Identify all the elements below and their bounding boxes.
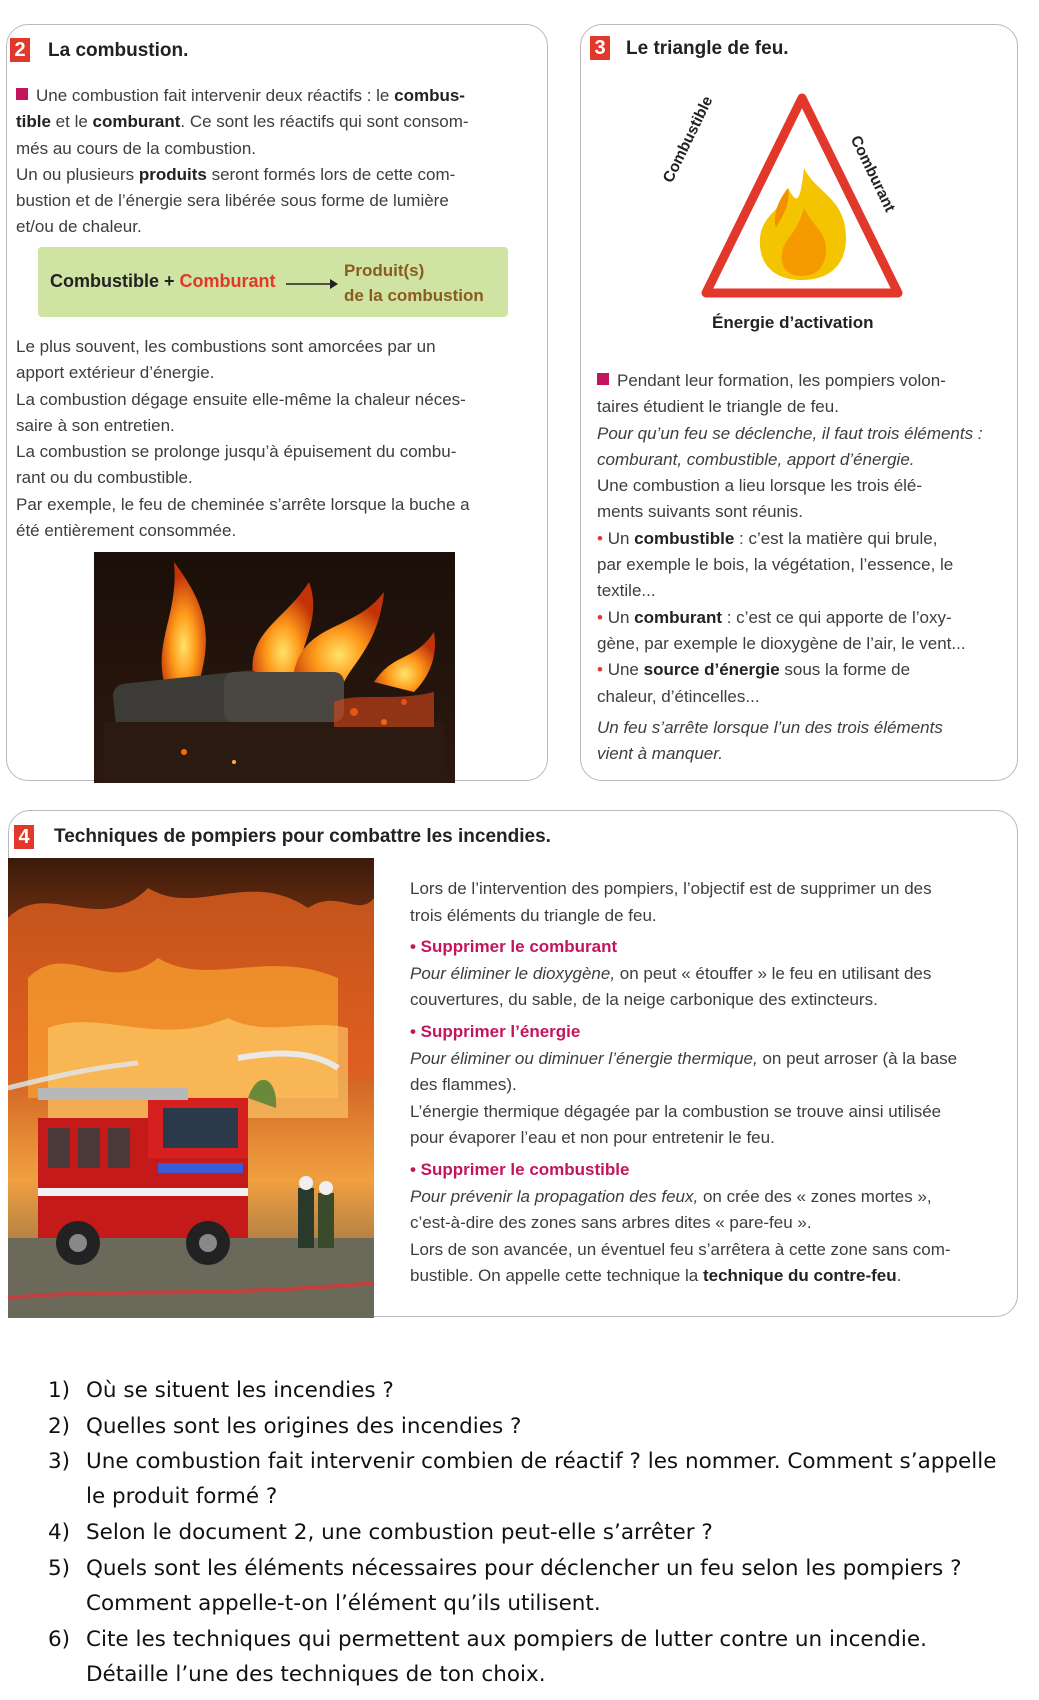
doc2-body: Le plus souvent, les combustions sont amorcées par un apport extérieur d’énergie. La combustion dégage ensuite elle-même la chaleur néces- saire à son entretien. La combustion se prolonge jusqu’à épuisement du combu- rant ou du combustible. Par exemple, le feu de cheminée s’arrête lorsque la buche a été entièrement consommée. [16,337,470,541]
doc2-title: La combustion. [48,40,189,61]
eq-comburant: Comburant [179,271,276,291]
doc4-number: 4 [14,825,34,849]
question-item: 3) Une combustion fait intervenir combien de réactif ? les nommer. Comment s’appelle le produit formé ? [48,1449,997,1509]
question-item: 6) Cite les techniques qui permettent aux pompiers de lutter contre un incendie. Détaille l’une des techniques de ton choix. [48,1627,927,1687]
firetruck-photo [8,858,374,1318]
doc2-intro: Une combustion fait intervenir deux réactifs : le combus- tible et le comburant. Ce sont les réactifs qui sont consom- més au cours de la combustion. Un ou plusieurs produits seront formés lors de cette com- bustion et de l’énergie sera libérée sous forme de lumière et/ou de chaleur. [16,86,469,237]
heading-supprimer-energie: • Supprimer l’énergie [410,1021,581,1041]
question-item: 5) Quels sont les éléments nécessaires pour déclencher un feu selon les pompiers ? Comment appelle-t-on l’élément qu’ils utilisent. [48,1556,962,1616]
triangle-base-energie: Énergie d’activation [712,313,874,332]
eq-combustible: Combustible [50,271,160,291]
arrow-icon [286,278,338,290]
eq-products: Produit(s) [344,261,425,280]
heading-supprimer-comburant: • Supprimer le comburant [410,937,618,957]
triangle-side-comburant: Comburant [846,133,899,215]
doc3-body: Pendant leur formation, les pompiers volon- taires étudient le triangle de feu. Pour qu’un feu se déclenche, il faut trois éléments : comburant, combustible, apport d’énergie. Une combustion a lieu lorsque les trois élé- ments suivants sont réunis. • Un combustible : c’est la matière qui brule, par exemple le bois, la végétation, l’essence, le textile... • Un comburant : c’est ce qui apporte de l’oxy- gène, par exemple le dioxygène de l’air, le vent... • Une source d’énergie sous la forme de chaleur, d’étincelles... Un feu s’arrête lorsque l’un des trois éléments vient à manquer. [597,371,983,764]
triangle-side-combustible: Combustible [660,93,717,186]
fireplace-photo [94,552,455,783]
bullet-square-icon [16,88,28,100]
doc3-number: 3 [590,36,610,60]
heading-supprimer-combustible: • Supprimer le combustible [410,1159,630,1179]
doc3-title: Le triangle de feu. [626,38,789,59]
question-item: 4) Selon le document 2, une combustion peut-elle s’arrêter ? [48,1520,713,1545]
doc4-title: Techniques de pompiers pour combattre les incendies. [54,826,551,847]
eq-products-sub: de la combustion [344,286,484,305]
question-item: 1) Où se situent les incendies ? [48,1378,394,1403]
bullet-square-icon [597,373,609,385]
doc4-body: Lors de l’intervention des pompiers, l’objectif est de supprimer un des trois éléments du triangle de feu. • Supprimer le comburant Pour éliminer le dioxygène, on peut « étouffer » le feu en utilisant des couvertures, du sable, de la neige carbonique des extincteurs. • Supprimer l’énergie Pour éliminer ou diminuer l’énergie thermique, on peut arroser (à la base des flammes). L’énergie thermique dégagée par la combustion se trouve ainsi utilisée pour évaporer l’eau et non pour entretenir le feu. • Supprimer le combustible Pour prévenir la propagation des feux, on crée des « zones mortes », c’est-à-dire des zones sans arbres dites « pare-feu ». Lors de son avancée, un éventuel feu s’arrêtera à cette zone sans com- bustible. On appelle cette technique la technique du contre-feu. [410,876,1010,1290]
question-item: 2) Quelles sont les origines des incendies ? [48,1414,522,1439]
equation-box: Combustible + Comburant Produit(s) de la combustion [38,247,508,317]
doc2-number: 2 [10,38,30,62]
